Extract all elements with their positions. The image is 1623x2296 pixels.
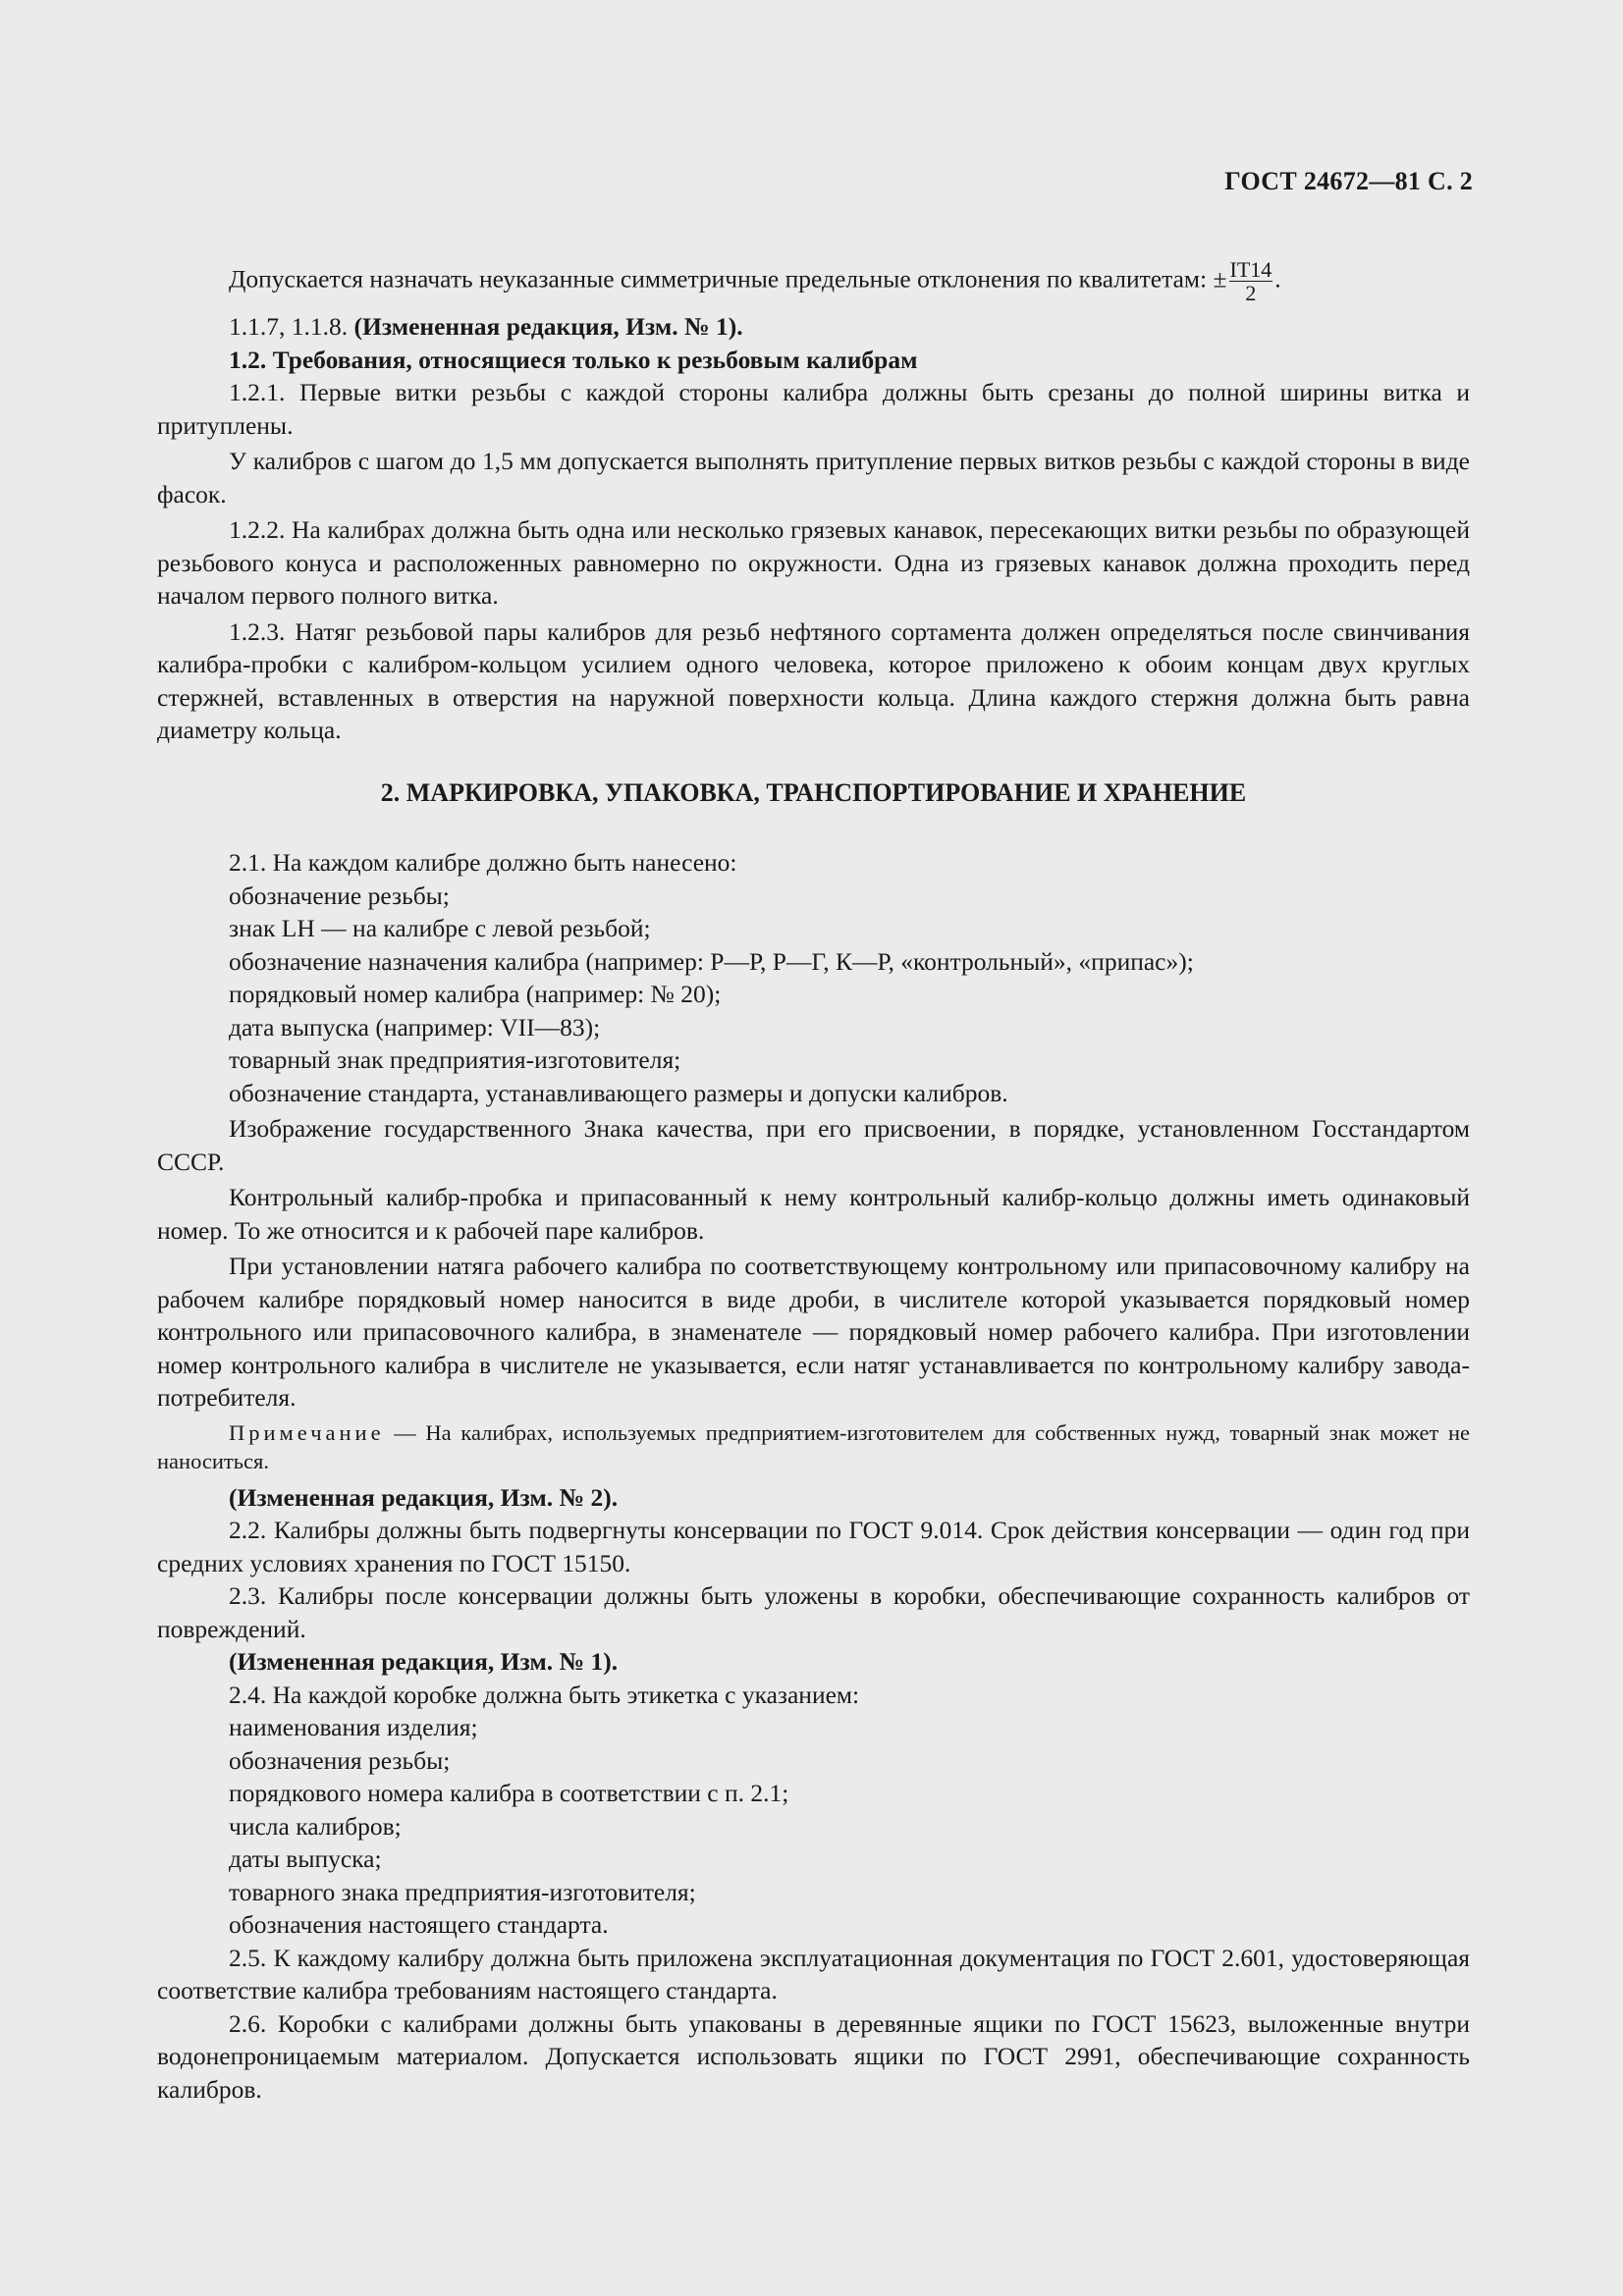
- list-item: дата выпуска (например: VII—83);: [229, 1012, 601, 1041]
- revision-label-2: (Измененная редакция, Изм. № 2).: [229, 1482, 619, 1512]
- note: [157, 1418, 1470, 1475]
- list-item: обозначения настоящего стандарта.: [229, 1910, 609, 1939]
- list-item: обозначение стандарта, устанавливающего размеры и допуски калибров.: [229, 1078, 1008, 1107]
- list-item: порядковый номер калибра (например: № 20);: [229, 980, 722, 1008]
- paragraph-1-2-1: 1.2.1. Первые витки резьбы с каждой стороны калибра должны быть срезаны до полной ширины витка и притуплены.: [157, 378, 1470, 440]
- subsection-heading-1-2: 1.2. Требования, относящиеся только к резьбовым калибрам: [229, 345, 918, 374]
- paragraph-2-6: 2.6. Коробки с калибрами должны быть упакованы в деревянные ящики по ГОСТ 15623, выложенные внутри водонепроницаемым материалом. Допускается использовать ящики по ГОСТ 2991, обеспечивающие сохранность калибров.: [157, 2008, 1470, 2104]
- note-label: Примечание: [229, 1419, 385, 1445]
- list-item: обозначения резьбы;: [229, 1745, 451, 1775]
- section-title-2: 2. МАРКИРОВКА, УПАКОВКА, ТРАНСПОРТИРОВАНИЕ И ХРАНЕНИЕ: [380, 777, 1247, 807]
- paragraph-1-2-2: 1.2.2. На калибрах должна быть одна или несколько грязевых канавок, пересекающих витки резьбы по образующей резьбового конуса и расположенных равномерно по окружности. Одна из грязевых канавок должна проходить перед началом первого полного витка.: [157, 515, 1470, 610]
- paragraph-2-5: 2.5. К каждому калибру должна быть приложена эксплуатационная документация по ГОСТ 2.601, удостоверяющая соответствие калибра требованиям настоящего стандарта.: [157, 1943, 1470, 2004]
- paragraph-2-2: 2.2. Калибры должны быть подвергнуты консервации по ГОСТ 9.014. Срок действия консервации — один год при средних условиях хранения по ГОСТ 15150.: [157, 1516, 1470, 1577]
- list-item: даты выпуска;: [229, 1844, 382, 1873]
- tolerance-paragraph: [157, 258, 1470, 304]
- list-item: товарного знака предприятия-изготовителя;: [229, 1877, 696, 1906]
- paragraph-1-2-3: 1.2.3. Натяг резьбовой пары калибров для резьб нефтяного сортамента должен определяться после свинчивания калибра-пробки с калибром-кольцом усилием одного человека, которое приложено к обоим концам двух круглых стержней, вставленных в отверстия на наружной поверхности кольца. Длина каждого стержня должна быть равна диаметру кольца.: [157, 616, 1470, 744]
- list-item: товарный знак предприятия-изготовителя;: [229, 1045, 681, 1074]
- fraction-denominator: 2: [1245, 281, 1257, 305]
- page-header: ГОСТ 24672—81 С. 2: [1224, 167, 1473, 195]
- list-item: наименования изделия;: [229, 1713, 478, 1741]
- list-item: обозначение резьбы;: [229, 881, 450, 910]
- revision-note-1-1-7: [157, 310, 1470, 344]
- paragraph-2-1b: Изображение государственного Знака качества, при его присвоении, в порядке, установленном Госстандартом СССР.: [157, 1114, 1470, 1176]
- list-2-4: [157, 1711, 1470, 1942]
- tolerance-fraction: [1229, 258, 1273, 304]
- list-item: знак LH — на калибре с левой резьбой;: [229, 914, 651, 942]
- list-item: порядкового номера калибра в соответствии с п. 2.1;: [229, 1779, 789, 1807]
- paragraph-2-1c: Контрольный калибр-пробка и припасованный к нему контрольный калибр-кольцо должны иметь одинаковый номер. То же относится и к рабочей паре калибров.: [157, 1183, 1470, 1245]
- list-item: числа калибров;: [229, 1811, 402, 1841]
- list-item: обозначение назначения калибра (например: Р—Р, Р—Г, К—Р, «контрольный», «припас»);: [229, 946, 1194, 976]
- paragraph-2-1d: При установлении натяга рабочего калибра по соответствующему контрольному или припасовочному калибру на рабочем калибре порядковый номер наносится в виде дроби, в числителе которой указывается порядковый номер контрольного или припасовочного калибра, в знаменателе — порядковый номер рабочего калибра. При изготовлении номер контрольного калибра в числителе не указывается, если натяг устанавливается по контрольному калибру завода-потребителя.: [157, 1252, 1470, 1412]
- document-body: [157, 258, 1470, 2106]
- list-2-1: [157, 880, 1470, 1110]
- paragraph-2-4: 2.4. На каждой коробке должна быть этикетка с указанием:: [229, 1680, 860, 1709]
- revision-clause-ref: 1.1.7, 1.1.8.: [229, 312, 354, 341]
- revision-label-1b: (Измененная редакция, Изм. № 1).: [229, 1647, 619, 1676]
- tolerance-suffix: .: [1274, 264, 1281, 294]
- paragraph-2-3: 2.3. Калибры после консервации должны быть уложены в коробки, обеспечивающие сохранность калибров от повреждений.: [157, 1581, 1470, 1643]
- revision-label: (Измененная редакция, Изм. № 1).: [353, 312, 743, 341]
- note-text: — На калибрах, используемых предприятием-изготовителем для собственных нужд, товарный знак может не наноситься.: [157, 1419, 1470, 1473]
- paragraph-1-2-1b: У калибров с шагом до 1,5 мм допускается выполнять притупление первых витков резьбы с каждой стороны в виде фасок.: [157, 447, 1470, 508]
- paragraph-2-1: 2.1. На каждом калибре должно быть нанесено:: [229, 848, 737, 877]
- tolerance-text: Допускается назначать неуказанные симметричные предельные отклонения по квалитетам: ±: [229, 264, 1227, 294]
- fraction-numerator: IT14: [1229, 257, 1272, 282]
